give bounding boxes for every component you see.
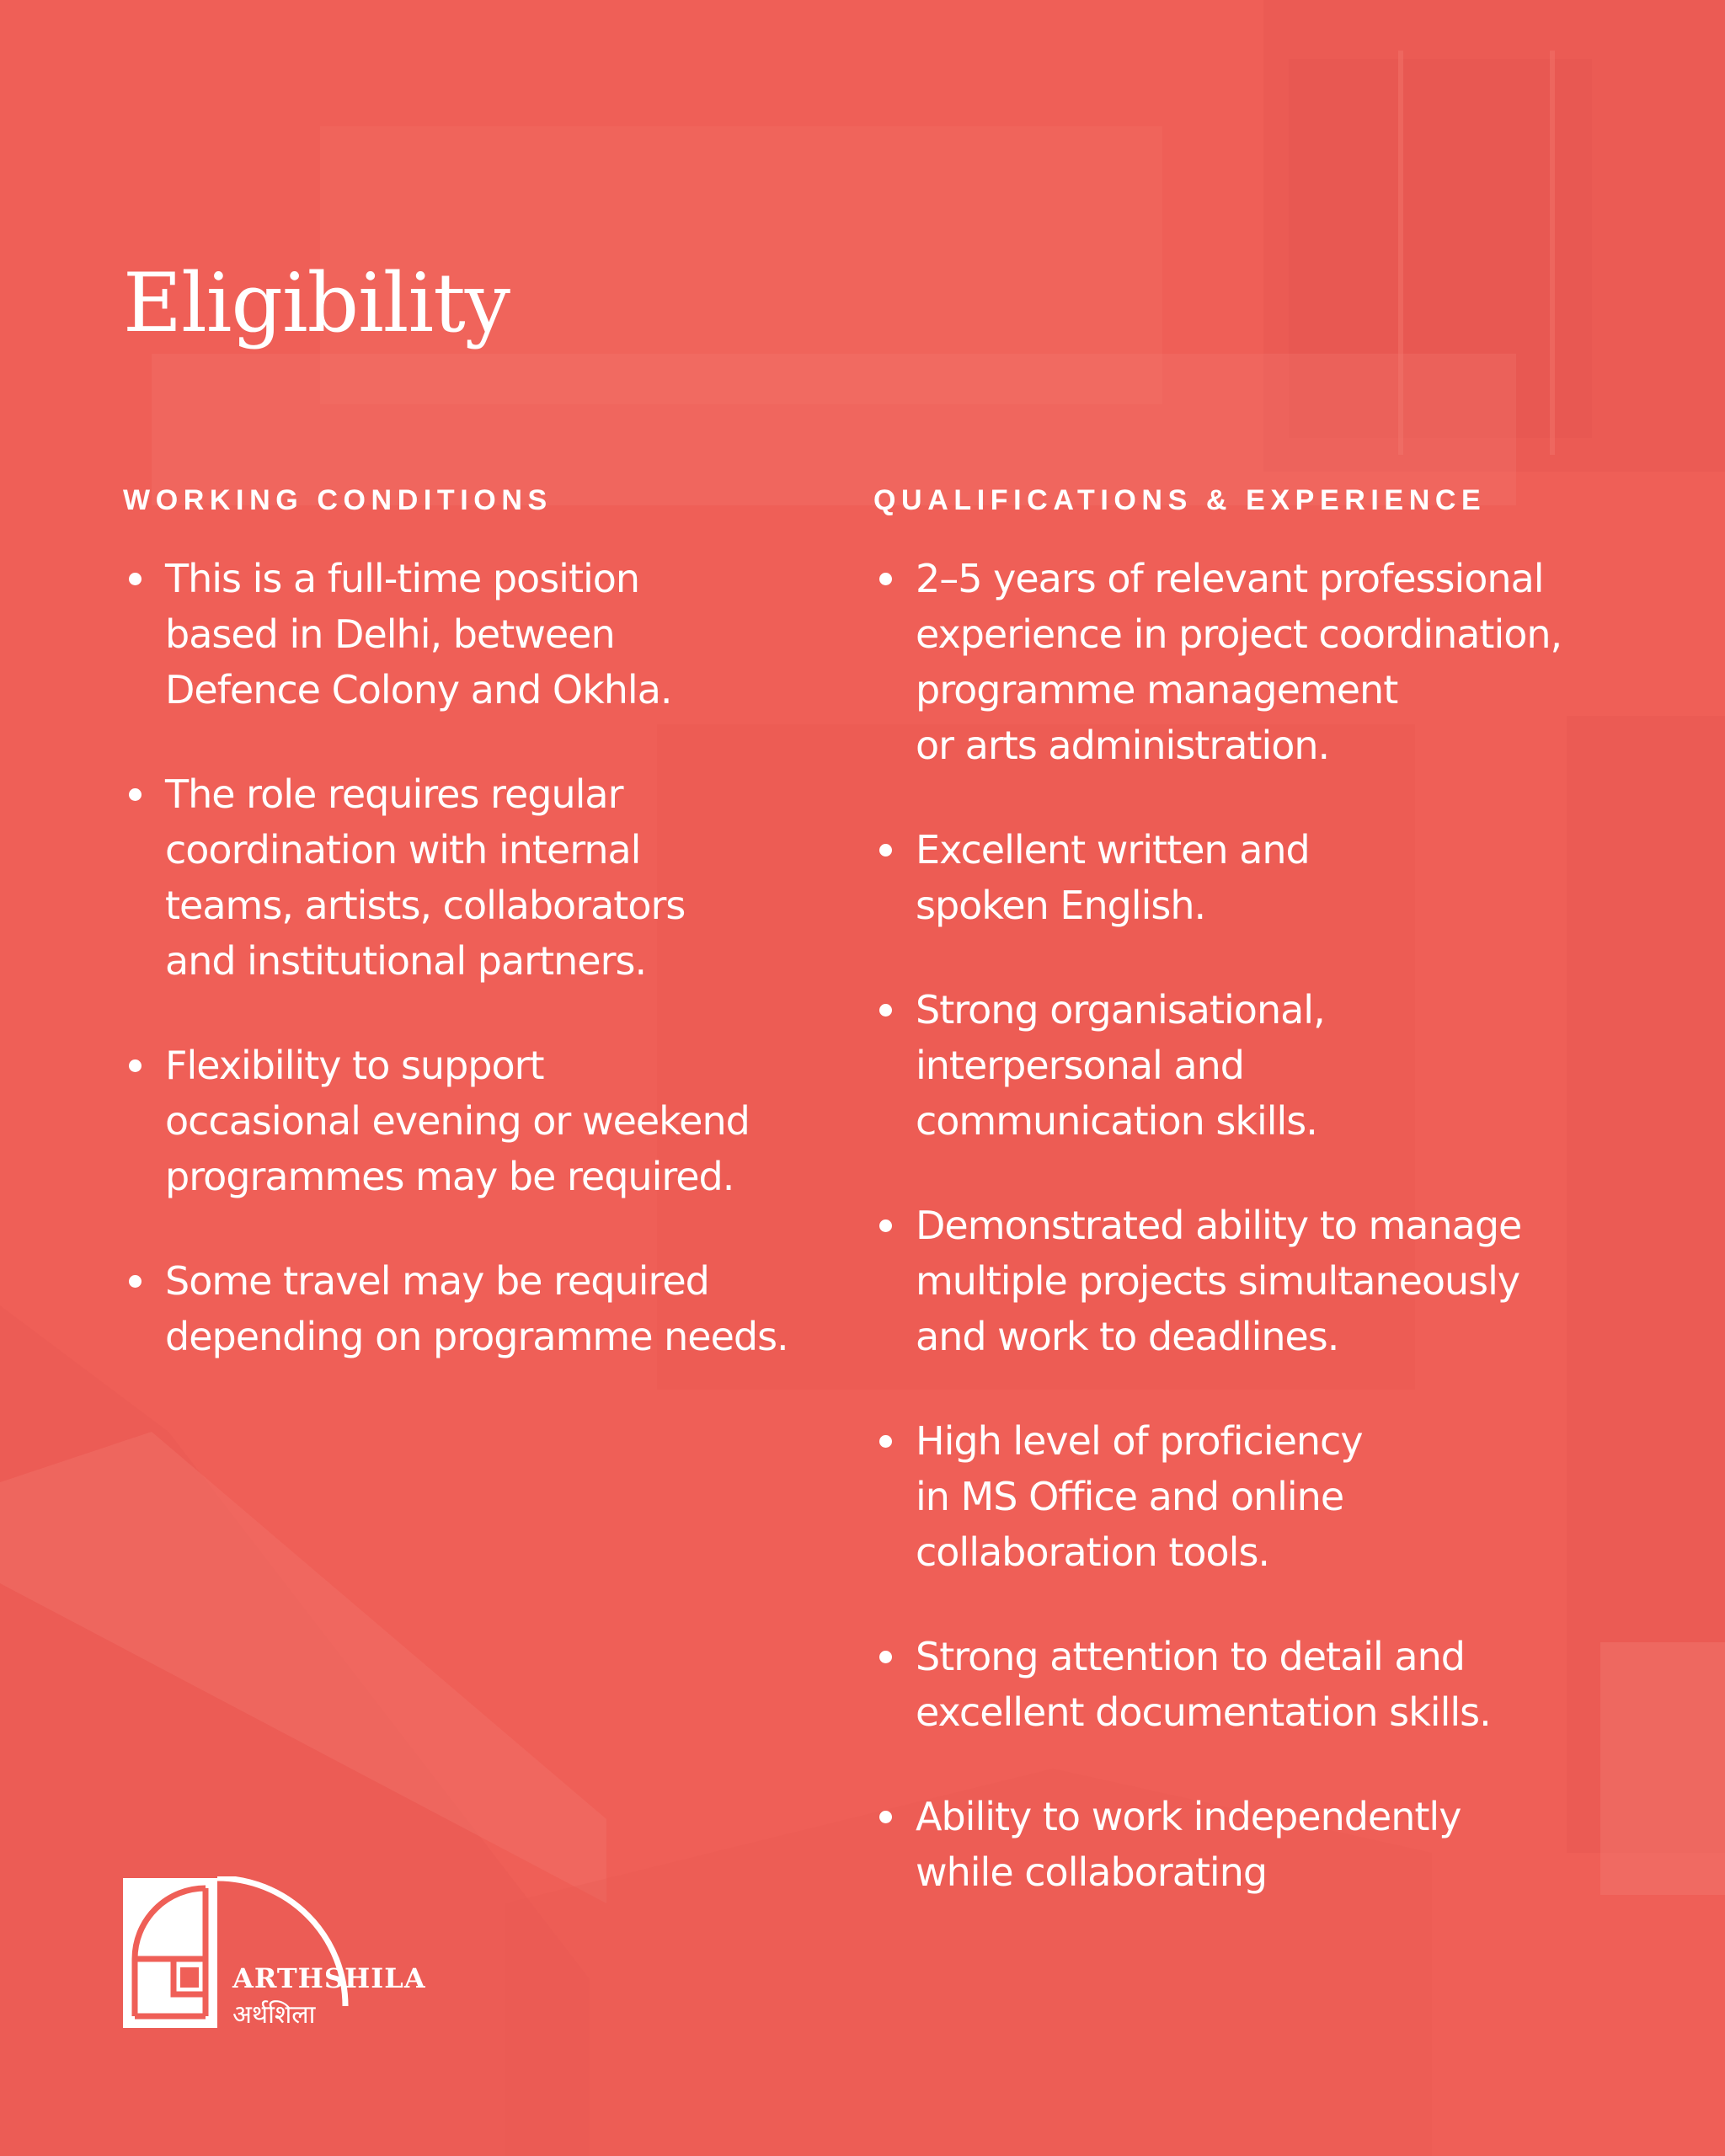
page-title: Eligibility [123,256,510,350]
bullet-text-line: Some travel may be required [165,1258,709,1304]
bullet-icon [879,573,892,585]
bullet-text-line: and work to deadlines. [916,1314,1339,1359]
bullet-item [873,1789,1699,1900]
bullet-item [873,1413,1699,1580]
bullet-text-line: interpersonal and [916,1043,1244,1088]
bullet-text-line: 2–5 years of relevant professional [916,556,1544,601]
bullet-icon [879,1219,892,1232]
bullet-icon [879,844,892,857]
bullet-text-line: spoken English. [916,883,1206,928]
bullet-icon [879,1435,892,1448]
bullet-text-line: Excellent written and [916,827,1310,873]
bullet-icon [129,788,142,801]
bullet-item [873,1198,1699,1364]
bullet-text-line: teams, artists, collaborators [165,883,686,928]
bullet-text-line: collaboration tools. [916,1529,1270,1575]
bullet-text-line: programmes may be required. [165,1154,734,1199]
qualifications-list [873,551,1699,1900]
bullet-text-line: Demonstrated ability to manage [916,1203,1522,1248]
bullet-text-line: depending on programme needs. [165,1314,788,1359]
logo-name-devanagari: अर्थशिला [232,2000,316,2030]
bullet-text-line: and institutional partners. [165,938,647,984]
bullet-text-line: coordination with internal [165,827,641,873]
bullet-icon [129,573,142,585]
bullet-item [123,551,864,718]
qualifications-section [873,482,1699,1949]
working-conditions-section [123,482,864,1413]
bullet-text-line: experience in project coordination, [916,611,1562,657]
bullet-icon [879,1811,892,1823]
bullet-text-line: based in Delhi, between [165,611,615,657]
bullet-item [123,1253,864,1364]
bullet-item [123,1038,864,1204]
bullet-item [873,1629,1699,1740]
bullet-text-line: or arts administration. [916,723,1330,768]
bullet-icon [879,1004,892,1017]
logo-name: ARTHSHILA [232,1962,426,1994]
working-conditions-list [123,551,864,1364]
qualifications-heading: QUALIFICATIONS & EXPERIENCE [873,484,1487,516]
bullet-text-line: excellent documentation skills. [916,1689,1491,1735]
bullet-text-line: in MS Office and online [916,1474,1344,1519]
working-conditions-heading: WORKING CONDITIONS [123,484,553,516]
bullet-text-line: Strong attention to detail and [916,1634,1465,1679]
bullet-icon [879,1651,892,1663]
bullet-text-line: Defence Colony and Okhla. [165,667,672,712]
bullet-item [873,982,1699,1149]
bullet-text-line: Strong organisational, [916,987,1325,1033]
bullet-item [123,766,864,989]
bullet-text-line: This is a full-time position [165,556,640,601]
bullet-text-line: programme management [916,667,1398,712]
bullet-text-line: multiple projects simultaneously [916,1258,1520,1304]
bullet-text-line: occasional evening or weekend [165,1098,750,1144]
bullet-text-line: Ability to work independently [916,1794,1461,1839]
bullet-icon [129,1275,142,1288]
bullet-text-line: The role requires regular [165,771,623,817]
bullet-text-line: communication skills. [916,1098,1317,1144]
bullet-text-line: while collaborating [916,1849,1268,1895]
bullet-text-line: High level of proficiency [916,1418,1363,1464]
bullet-text-line: Flexibility to support [165,1043,544,1088]
bullet-item [873,822,1699,933]
bullet-icon [129,1059,142,1072]
bullet-item [873,551,1699,773]
